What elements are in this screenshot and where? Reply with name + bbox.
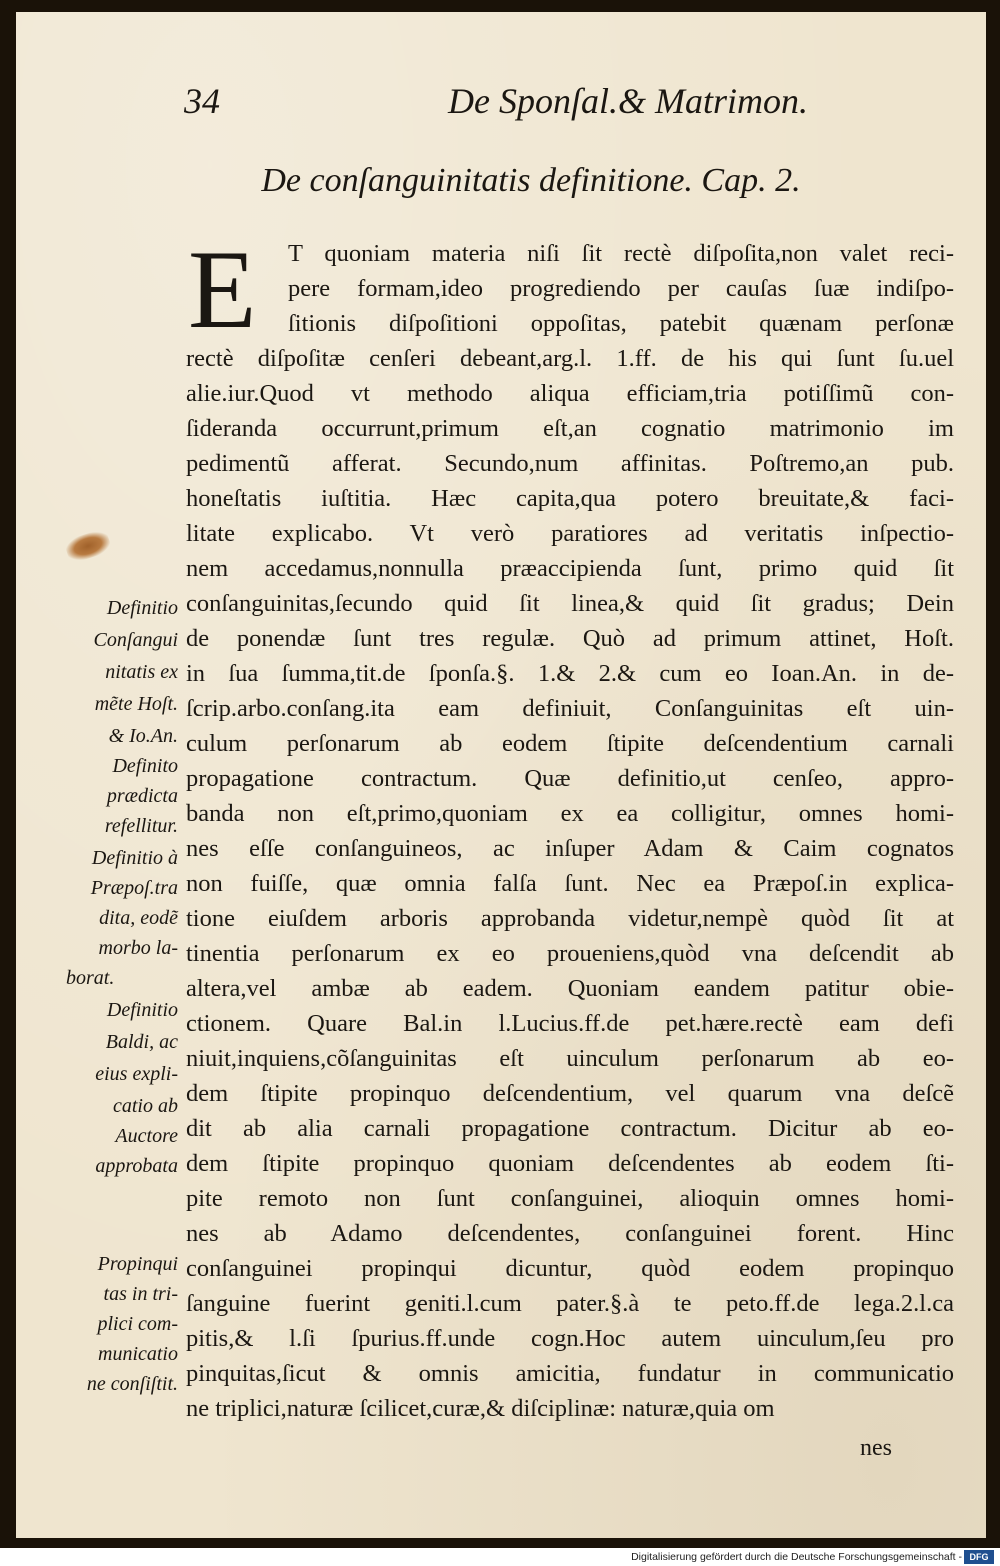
margin-note-line: Definitio (106, 999, 178, 1021)
text-line: dem ſtipite propinquo quoniam deſcendentes ab eodem ſti- (186, 1150, 954, 1177)
text-line: ſideranda occurrunt,primum eſt,an cognatio matrimonio im (186, 415, 954, 442)
text-line: alie.iur.Quod vt methodo aliqua efficiam,tria potiſſimũ con- (186, 380, 954, 407)
chapter-title: De conſanguinitatis definitione. Cap. 2. (261, 162, 801, 199)
margin-note-line: approbata (95, 1155, 178, 1177)
text-line: nes eſſe conſanguineos, ac inſuper Adam & Caim cognatos (186, 835, 954, 862)
text-line: conſanguinei propinqui dicuntur, quòd eodem propinquo (186, 1255, 954, 1282)
margin-note-line: Definitio (106, 597, 178, 619)
text-line: banda non eſt,primo,quoniam ex ea colligitur, omnes homi- (186, 800, 954, 827)
dfg-logo: DFG (964, 1550, 994, 1564)
margin-note-line: refellitur. (104, 815, 178, 837)
margin-note-line: Definito (112, 755, 178, 777)
text-line: tinentia perſonarum ex eo proueniens,quòd vna deſcendit ab (186, 940, 954, 967)
text-line: ſitionis diſpoſitioni oppoſitas, patebit quænam perſonæ (288, 310, 954, 337)
digitization-credit: Digitalisierung gefördert durch die Deutsche Forschungsgemeinschaft - (631, 1551, 962, 1563)
margin-note-line: mẽte Hoſt. (94, 693, 178, 715)
page-number: 34 (184, 81, 220, 121)
margin-note-line: Præpoſ.tra (90, 877, 178, 899)
margin-note-line: Propinqui (97, 1253, 178, 1275)
text-line: dit ab alia carnali propagatione contractum. Dicitur ab eo- (186, 1115, 954, 1142)
book-page (16, 12, 986, 1538)
text-line: ſcrip.arbo.conſang.ita eam definiuit, Conſanguinitas eſt uin- (186, 695, 954, 722)
margin-note-line: prædicta (106, 785, 178, 807)
running-head (16, 80, 986, 136)
margin-note-line: nitatis ex (105, 661, 178, 683)
margin-note-line: plici com- (97, 1313, 178, 1335)
text-line: pite remoto non ſunt conſanguinei, alioquin omnes homi- (186, 1185, 954, 1212)
text-line: dem ſtipite propinquo deſcendentium, vel quarum vna deſcẽ (186, 1080, 954, 1107)
margin-note-line: & Io.An. (108, 725, 178, 747)
text-line: pitis,& l.ſi ſpurius.ff.unde cogn.Hoc autem uinculum,ſeu pro (186, 1325, 954, 1352)
margin-note-line: Baldi, ac (105, 1031, 178, 1053)
margin-note-line: municatio (98, 1343, 178, 1365)
margin-note-line: tas in tri- (103, 1283, 178, 1305)
catchword: nes (860, 1435, 892, 1461)
text-line: pedimentũ afferat. Secundo,num affinitas. Poſtremo,an pub. (186, 450, 954, 477)
text-line: honeſtatis iuſtitia. Hæc capita,qua potero breuitate,& faci- (186, 485, 954, 512)
text-line: rectè diſpoſitæ cenſeri debeant,arg.l. 1.ff. de his qui ſunt ſu.uel (186, 345, 954, 372)
text-line: pinquitas,ſicut & omnis amicitia, fundatur in communicatio (186, 1360, 954, 1387)
margin-note-line: Definitio à (91, 847, 178, 869)
text-line: nem accedamus,nonnulla præaccipienda ſunt, primo quid ſit (186, 555, 954, 582)
text-line: de ponendæ ſunt tres regulæ. Quò ad primum attinet, Hoſt. (186, 625, 954, 652)
text-line: T quoniam materia niſi ſit rectè diſpoſita,non valet reci- (288, 240, 954, 267)
margin-note-line: Conſangui (93, 629, 178, 651)
text-line: pere formam,ideo progrediendo per cauſas ſuæ indiſpo- (288, 275, 954, 302)
margin-note-line: Auctore (115, 1125, 178, 1147)
running-title: De Sponſal.& Matrimon. (448, 81, 808, 121)
text-line: non fuiſſe, quæ omnia falſa ſunt. Nec ea Præpoſ.in explica- (186, 870, 954, 897)
text-line: culum perſonarum ab eodem ſtipite deſcendentium carnali (186, 730, 954, 757)
margin-note-line: morbo la- (98, 937, 178, 959)
text-line: nes ab Adamo deſcendentes, conſanguinei forent. Hinc (186, 1220, 954, 1247)
text-line: niuit,inquiens,cõſanguinitas eſt uinculum perſonarum ab eo- (186, 1045, 954, 1072)
text-line: conſanguinitas,ſecundo quid ſit linea,& quid ſit gradus; Dein (186, 590, 954, 617)
margin-note-line: ne conſiſtit. (86, 1373, 178, 1395)
text-line: ſanguine fuerint geniti.l.cum pater.§.à te peto.ff.de lega.2.l.ca (186, 1290, 954, 1317)
drop-cap-initial: E (188, 228, 257, 352)
text-line: litate explicabo. Vt verò paratiores ad veritatis inſpectio- (186, 520, 954, 547)
text-line: tione eiuſdem arboris approbanda videtur,nempè quòd ſit at (186, 905, 954, 932)
margin-note-line: catio ab (113, 1095, 178, 1117)
margin-note-line: dita, eodẽ (99, 907, 178, 929)
text-line: altera,vel ambæ ab eadem. Quoniam eandem patitur obie- (186, 975, 954, 1002)
margin-note-line: borat. (66, 967, 115, 989)
text-line: ne triplici,naturæ ſcilicet,curæ,& diſciplinæ: naturæ,quia om (186, 1395, 775, 1422)
margin-note-line: eius expli- (95, 1063, 178, 1085)
text-line: ctionem. Quare Bal.in l.Lucius.ff.de pet.hære.rectè eam defi (186, 1010, 954, 1037)
ink-stain (63, 528, 112, 564)
text-line: in ſua ſumma,tit.de ſponſa.§. 1.& 2.& cum eo Ioan.An. in de- (186, 660, 954, 687)
text-line: propagatione contractum. Quæ definitio,ut cenſeo, appro- (186, 765, 954, 792)
